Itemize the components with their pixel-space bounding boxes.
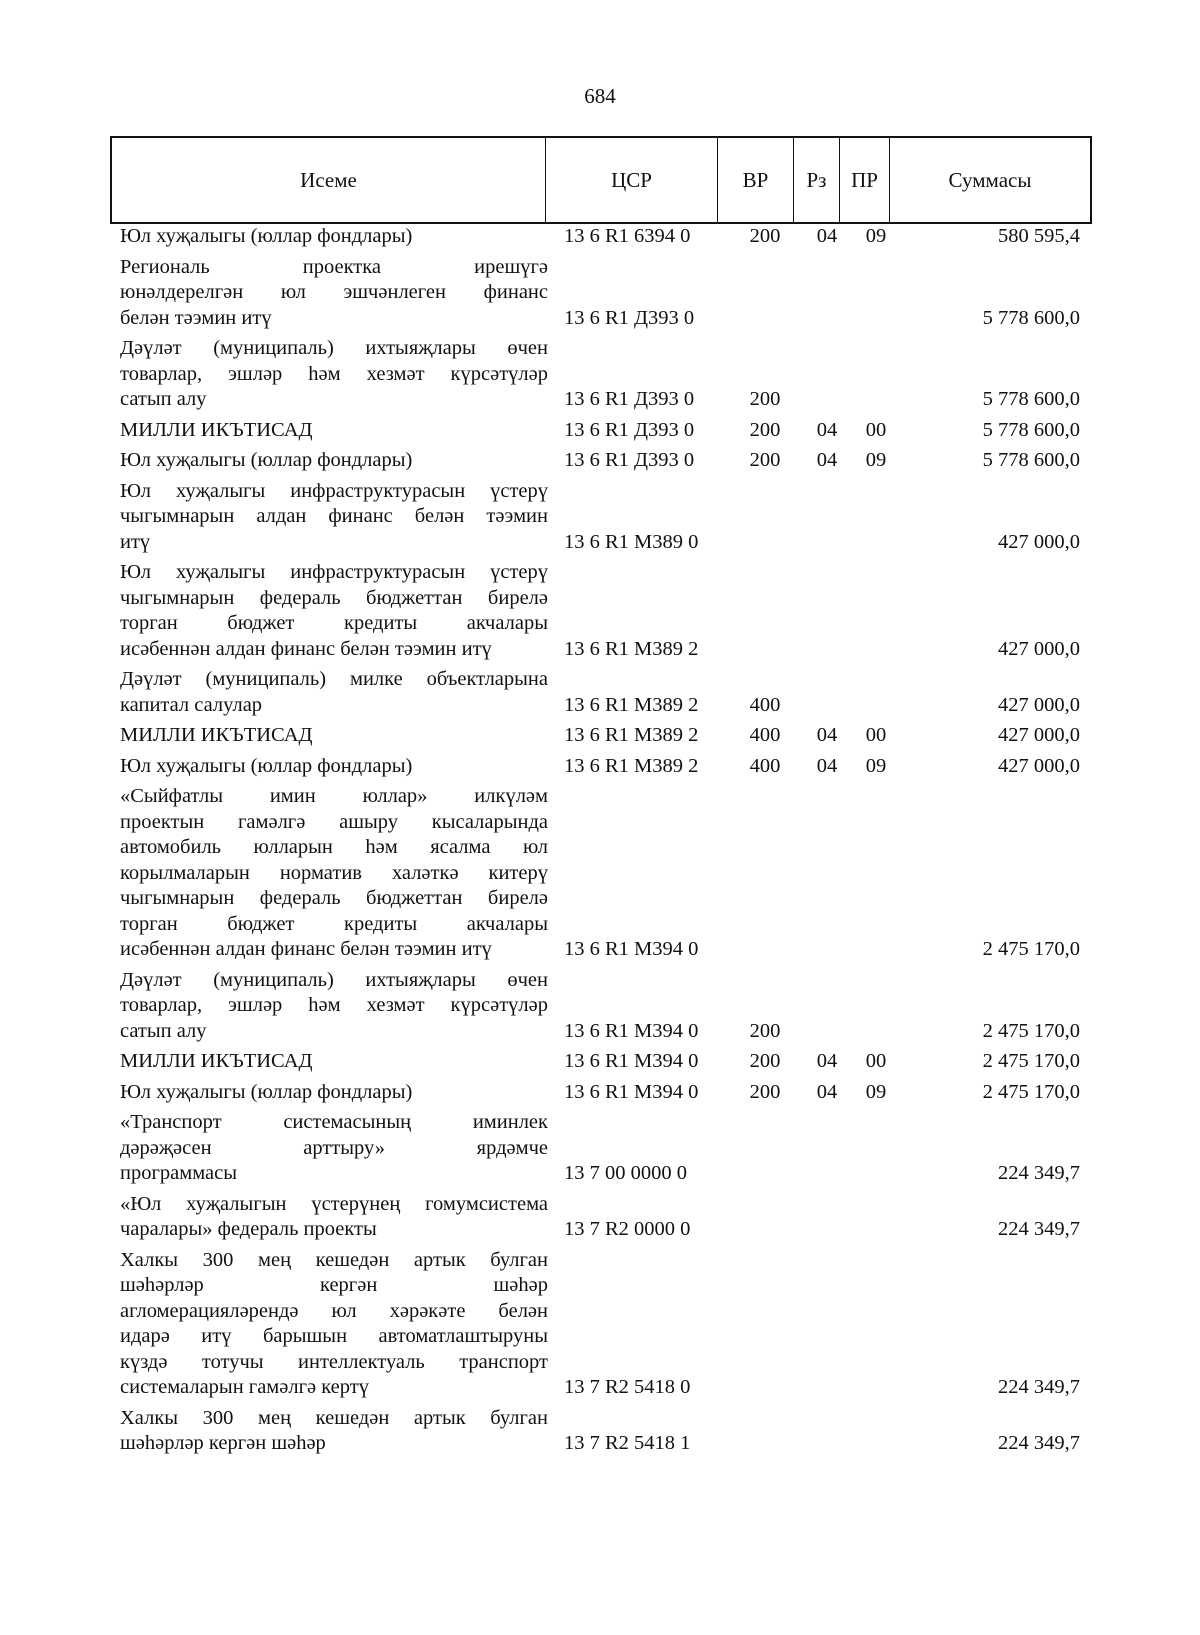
table-row (110, 224, 1092, 250)
row-csr: 13 6 R1 Д393 0 (564, 306, 695, 329)
row-vr: 400 (749, 754, 781, 777)
row-name-line: Юл хуҗалыгы (юллар фондлары) (120, 225, 413, 247)
row-csr: 13 6 R1 М394 0 (564, 938, 699, 960)
row-name-line: сатып алу (120, 1019, 207, 1042)
row-name-line: «Транспорт системасының иминлек (120, 1111, 548, 1133)
row-csr: 13 7 00 0000 0 (564, 1162, 687, 1184)
row-csr: 13 6 R1 М394 0 (564, 1050, 699, 1072)
row-name-line: МИЛЛИ ИКЪТИСАД (120, 418, 313, 441)
row-pr: 09 (865, 225, 887, 247)
row-name-line: Халкы 300 мең кешедән артык булган (120, 1406, 548, 1429)
row-pr: 00 (865, 1050, 887, 1072)
row-name-line: идарә итү барышын автоматлаштыруны (120, 1325, 548, 1347)
header-vr: ВР (718, 138, 794, 222)
row-name-line: итү (120, 530, 151, 553)
row-name-line: МИЛЛИ ИКЪТИСАД (120, 724, 313, 746)
table-row (110, 560, 1092, 662)
page-number: 684 (584, 84, 616, 108)
row-name (110, 224, 548, 250)
header-name: Исеме (112, 138, 546, 222)
row-sum: 427 000,0 (998, 724, 1080, 746)
row-name-line: шәһәрләр кергән шәһәр (120, 1274, 548, 1296)
row-vr: 200 (749, 388, 781, 410)
row-name-line: чаралары» федераль проекты (120, 1218, 377, 1240)
row-sum: 224 349,7 (998, 1376, 1080, 1398)
row-sum: 427 000,0 (998, 754, 1080, 777)
row-rz: 04 (816, 418, 838, 441)
row-name (110, 1248, 548, 1401)
row-rz: 04 (816, 225, 838, 247)
row-vr: 200 (749, 418, 781, 441)
row-sum: 2 475 170,0 (982, 1080, 1080, 1103)
row-csr: 13 6 R1 Д393 0 (564, 418, 695, 441)
table-row (110, 479, 1092, 556)
row-vr: 200 (749, 1050, 781, 1072)
row-name-line: «Юл хуҗалыгын үстерүнең гомумсистема (120, 1192, 548, 1215)
row-name (110, 1110, 548, 1187)
row-csr: 13 7 R2 5418 0 (564, 1376, 691, 1398)
row-csr: 13 6 R1 М394 0 (564, 1019, 699, 1042)
row-csr: 13 6 R1 М389 0 (564, 530, 699, 553)
table-row (110, 255, 1092, 332)
row-name-line: белән тәэмин итү (120, 306, 272, 329)
table-row (110, 1110, 1092, 1187)
table-header (110, 136, 1092, 224)
row-name (110, 1192, 548, 1243)
row-name-line: системаларын гамәлгә кертү (120, 1376, 369, 1398)
row-vr: 200 (749, 1019, 781, 1042)
row-csr: 13 6 R1 М389 2 (564, 724, 699, 746)
row-name-line: чыгымнарын алдан финанс белән тәэмин (120, 505, 548, 527)
row-name-line: торган бюджет кредиты акчалары (120, 912, 548, 935)
table-row (110, 1080, 1092, 1106)
row-sum: 2 475 170,0 (982, 1019, 1080, 1042)
row-name-line: Юл хуҗалыгы (юллар фондлары) (120, 449, 413, 471)
row-name (110, 560, 548, 662)
table-row (110, 1248, 1092, 1401)
table-row (110, 1192, 1092, 1243)
header-sum: Суммасы (948, 167, 1032, 192)
row-name-line: Халкы 300 мең кешедән артык булган (120, 1248, 548, 1271)
row-name (110, 723, 548, 749)
row-vr: 400 (749, 693, 781, 716)
row-name-line: Дәүләт (муниципаль) ихтыяҗлары өчен (120, 968, 548, 991)
row-name-line: Региональ проектка ирешүгә (120, 255, 548, 278)
row-name-line: Юл хуҗалыгы (юллар фондлары) (120, 1080, 413, 1103)
table-row (110, 754, 1092, 780)
row-vr: 400 (749, 724, 781, 746)
row-sum: 427 000,0 (998, 530, 1080, 553)
row-name-line: дәрәҗәсен арттыру» ярдәмче (120, 1136, 548, 1159)
row-sum: 427 000,0 (998, 693, 1080, 716)
row-name (110, 336, 548, 413)
row-csr: 13 6 R1 6394 0 (564, 225, 691, 247)
row-name-line: «Сыйфатлы имин юллар» илкүләм (120, 785, 548, 807)
table-row (110, 1406, 1092, 1457)
row-csr: 13 6 R1 М389 2 (564, 693, 699, 716)
row-csr: 13 6 R1 Д393 0 (564, 449, 695, 471)
row-name-line: капитал салулар (120, 693, 263, 716)
row-name (110, 667, 548, 718)
row-sum: 224 349,7 (998, 1218, 1080, 1240)
table-row (110, 448, 1092, 474)
row-sum: 5 778 600,0 (982, 388, 1080, 410)
table-row (110, 418, 1092, 444)
row-name-line: корылмаларын норматив халәткә китерү (120, 861, 548, 884)
row-name-line: күздә тотучы интеллектуаль транспорт (120, 1350, 548, 1373)
row-vr: 200 (749, 1080, 781, 1103)
row-sum: 224 349,7 (998, 1162, 1080, 1184)
row-sum: 580 595,4 (998, 225, 1080, 247)
row-csr: 13 6 R1 Д393 0 (564, 388, 695, 410)
row-name-line: Дәүләт (муниципаль) ихтыяҗлары өчен (120, 337, 548, 359)
table-row (110, 968, 1092, 1045)
row-sum: 427 000,0 (998, 637, 1080, 660)
row-name (110, 255, 548, 332)
row-name (110, 1406, 548, 1457)
row-rz: 04 (816, 754, 838, 777)
row-name-line: МИЛЛИ ИКЪТИСАД (120, 1050, 313, 1072)
row-pr: 00 (865, 418, 887, 441)
row-pr: 09 (865, 754, 887, 777)
row-sum: 2 475 170,0 (982, 938, 1080, 960)
row-pr: 09 (865, 449, 887, 471)
row-sum: 2 475 170,0 (982, 1050, 1080, 1072)
row-name-line: чыгымнарын федераль бюджеттан бирелә (120, 586, 548, 609)
row-sum: 5 778 600,0 (982, 306, 1080, 329)
row-csr: 13 7 R2 5418 1 (564, 1432, 691, 1454)
row-csr: 13 6 R1 М389 2 (564, 754, 699, 777)
row-pr: 09 (865, 1080, 887, 1103)
row-name-line: сатып алу (120, 388, 207, 410)
row-name-line: Дәүләт (муниципаль) милке объектларына (120, 668, 548, 690)
row-name (110, 418, 548, 444)
table-row (110, 1049, 1092, 1075)
row-csr: 13 7 R2 0000 0 (564, 1218, 691, 1240)
row-sum: 5 778 600,0 (982, 449, 1080, 471)
row-name-line: автомобиль юлларын һәм ясалма юл (120, 836, 548, 858)
row-name-line: Юл хуҗалыгы инфраструктурасын үстерү (120, 561, 548, 583)
row-rz: 04 (816, 449, 838, 471)
row-rz: 04 (816, 1080, 838, 1103)
table-row (110, 784, 1092, 963)
row-vr: 200 (749, 225, 781, 247)
row-name-line: исәбеннән алдан финанс белән тәэмин итү (120, 637, 492, 660)
row-name-line: исәбеннән алдан финанс белән тәэмин итү (120, 938, 492, 960)
row-pr: 00 (865, 724, 887, 746)
row-csr: 13 6 R1 М394 0 (564, 1080, 699, 1103)
table-row (110, 667, 1092, 718)
header-csr: ЦСР (546, 138, 718, 222)
table-row (110, 723, 1092, 749)
row-name-line: чыгымнарын федераль бюджеттан бирелә (120, 887, 548, 909)
row-sum: 224 349,7 (998, 1432, 1080, 1454)
table-row (110, 336, 1092, 413)
row-name (110, 754, 548, 780)
row-name-line: Юл хуҗалыгы инфраструктурасын үстерү (120, 479, 548, 502)
row-csr: 13 6 R1 М389 2 (564, 637, 699, 660)
row-name-line: юнәлдерелгән юл эшчәнлеген финанс (120, 281, 548, 303)
row-name-line: шәһәрләр кергән шәһәр (120, 1432, 326, 1454)
row-name-line: товарлар, эшләр һәм хезмәт күрсәтүләр (120, 362, 548, 385)
row-name (110, 448, 548, 474)
row-name (110, 784, 548, 963)
row-vr: 200 (749, 449, 781, 471)
row-name (110, 479, 548, 556)
row-name-line: агломерацияләрендә юл хәрәкәте белән (120, 1299, 548, 1322)
row-name-line: торган бюджет кредиты акчалары (120, 612, 548, 634)
row-name (110, 1080, 548, 1106)
row-rz: 04 (816, 1050, 838, 1072)
header-rz: Рз (794, 138, 840, 222)
row-name-line: Юл хуҗалыгы (юллар фондлары) (120, 754, 413, 777)
row-name (110, 968, 548, 1045)
header-pr: ПР (840, 138, 890, 222)
row-rz: 04 (816, 724, 838, 746)
row-name-line: проектын гамәлгә ашыру кысаларында (120, 810, 548, 833)
row-name-line: программасы (120, 1162, 238, 1184)
row-sum: 5 778 600,0 (982, 418, 1080, 441)
row-name (110, 1049, 548, 1075)
row-name-line: товарлар, эшләр һәм хезмәт күрсәтүләр (120, 994, 548, 1016)
table-body (110, 224, 1092, 1462)
